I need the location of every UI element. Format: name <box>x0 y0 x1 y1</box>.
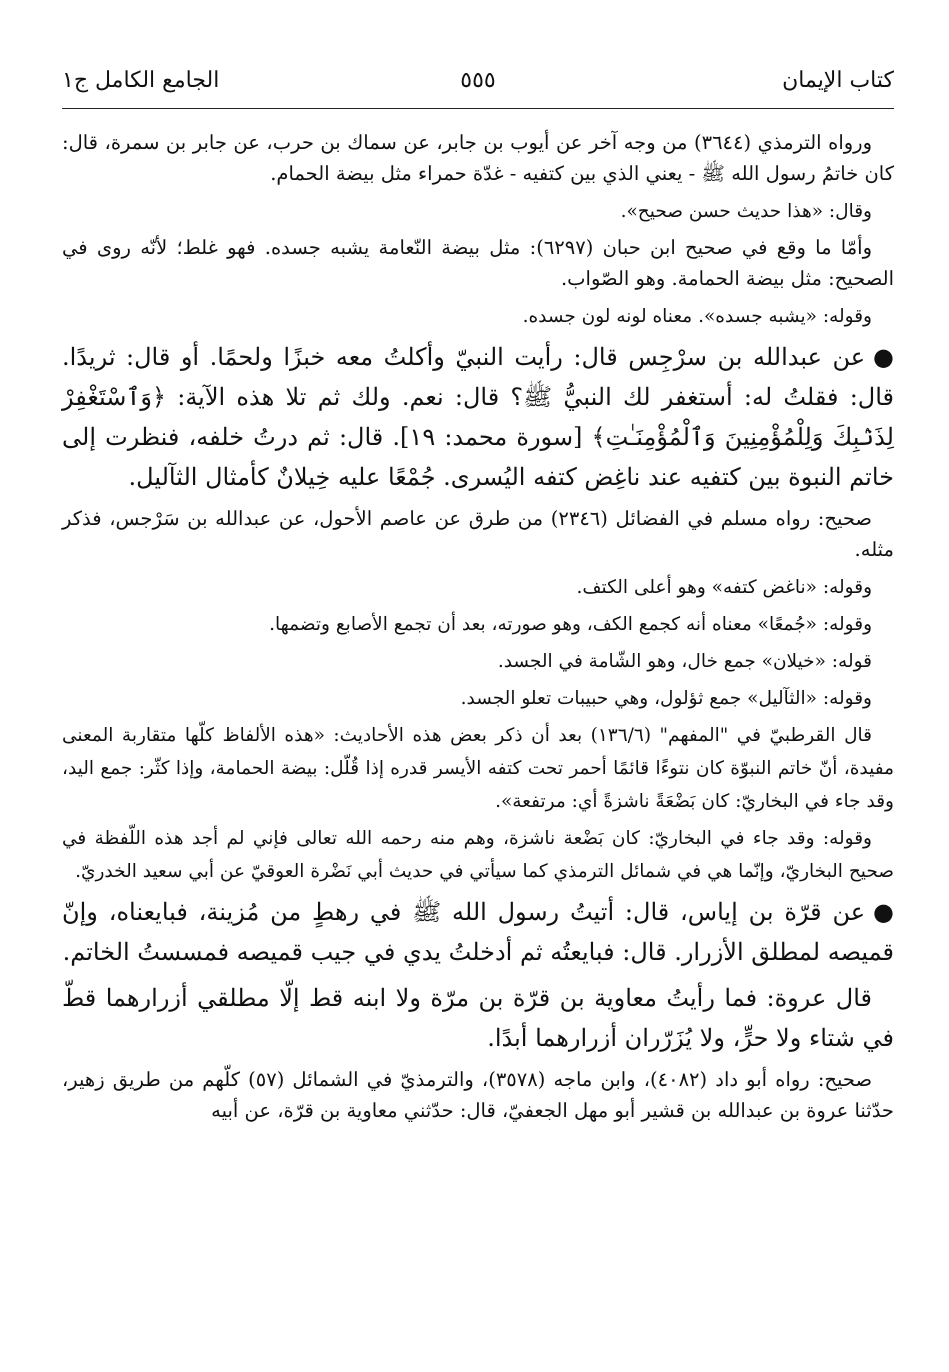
document-page <box>62 58 894 1348</box>
book-chapter-title: كتاب الإيمان <box>782 68 894 93</box>
paragraph: صحيح: رواه أبو داد (٤٠٨٢)، وابن ماجه (٣٥٧٨)، والترمذيّ في الشمائل (٥٧) كلّهم من طريق زهير، حدّثنا عروة بن عبدالله بن قشير أبو مهل الجعفيّ، قال: حدّثني معاوية بن قرّة، عن أبيه <box>62 1068 894 1122</box>
paragraph: وقوله: «ناغض كتفه» وهو أعلى الكتف. <box>576 577 872 598</box>
paragraph: وأمّا ما وقع في صحيح ابن حبان (٦٢٩٧): مثل بيضة النّعامة يشبه جسده. فهو غلط؛ لأنّه روى في الصحيح: مثل بيضة الحمامة. وهو الصّواب. <box>62 236 894 290</box>
page-body <box>62 127 894 1126</box>
paragraph: قال القرطبيّ في "المفهم" (١٣٦/٦) بعد أن ذكر بعض هذه الأحاديث: «هذه الألفاظ كلّها متقاربة المعنى مفيدة، أنّ خاتم النبوّة كان نتوءًا قائمًا أحمر تحت كتفه الأيسر قدره إذا قُلّل: بيضة الحمامة، وإذا كثّر: جمع اليد، وقد جاء في البخاريّ: كان بَضْعَةً ناشزةً أي: مرتفعة». <box>62 725 894 812</box>
paragraph: صحيح: رواه مسلم في الفضائل (٢٣٤٦) من طرق عن عاصم الأحول، عن عبدالله بن سَرْجس، فذكر مثله. <box>62 507 894 561</box>
paragraph: وقوله: «الثآليل» جمع ثؤلول، وهي حبيبات تعلو الجسد. <box>460 688 872 709</box>
page-header <box>62 58 894 109</box>
hadith-text: عن قرّة بن إياس، قال: أتيتُ رسول الله ﷺ في رهطٍ من مُزينة، فبايعناه، وإنّ قميصه لمطلق الأزرار. قال: فبايعتُه ثم أدخلتُ يدي في جيب قميصه فمسستُ الخاتم. <box>62 898 894 966</box>
paragraph: قال عروة: فما رأيتُ معاوية بن قرّة بن مرّة ولا ابنه قط إلّا مطلقي أزرارهما قطّ في شتاء ولا حرٍّ، ولا يُزَرّران أزرارهما أبدًا. <box>62 984 894 1052</box>
paragraph: قوله: «خيلان» جمع خال، وهو الشّامة في الجسد. <box>497 651 872 672</box>
paragraph: ورواه الترمذي (٣٦٤٤) من وجه آخر عن أيوب بن جابر، عن سماك بن حرب، عن جابر بن سمرة، قال: كان خاتمُ رسول الله ﷺ - يعني الذي بين كتفيه - غدّة حمراء مثل بيضة الحمام. <box>62 131 894 185</box>
bullet-icon: ● <box>873 343 894 371</box>
paragraph: وقوله: «يشبه جسده». معناه لونه لون جسده. <box>522 306 872 327</box>
hadith-text: عن عبدالله بن سرْجِس قال: رأيت النبيّ وأكلتُ معه خبزًا ولحمًا. أو قال: ثريدًا. قال: فقلتُ له: أستغفر لك النبيُّ ﷺ؟ قال: نعم. ولك ثم تلا هذه الآية: ﴿وَٱسْتَغْفِرْ لِذَنۢبِكَ وَلِلْمُؤْمِنِينَ وَٱلْمُؤْمِنَـٰتِ﴾ [سورة محمد: ١٩]. قال: ثم درتُ خلفه، فنظرت إلى خاتم النبوة بين كتفيه عند ناغِض كتفه اليُسرى. جُمْعًا عليه خِيلانٌ كأمثال الثآليل. <box>62 343 894 491</box>
paragraph: وقال: «هذا حديث حسن صحيح». <box>620 201 872 222</box>
bullet-icon: ● <box>873 898 894 926</box>
page-number: ٥٥٥ <box>460 68 496 93</box>
hadith-paragraph <box>62 337 894 497</box>
book-volume-title: الجامع الكامل ج١ <box>62 68 220 93</box>
paragraph: وقوله: «جُمعًا» معناه أنه كجمع الكف، وهو صورته، بعد أن تجمع الأصابع وتضمها. <box>269 614 872 635</box>
hadith-paragraph <box>62 892 894 972</box>
paragraph: وقوله: وقد جاء في البخاريّ: كان بَضْعة ناشزة، وهم منه رحمه الله تعالى فإني لم أجد هذه اللّفظة في صحيح البخاريّ، وإنّما هي في شمائل الترمذي كما سيأتي في حديث أبي نَضْرة العوقيّ عن أبي سعيد الخدريّ. <box>62 828 894 882</box>
